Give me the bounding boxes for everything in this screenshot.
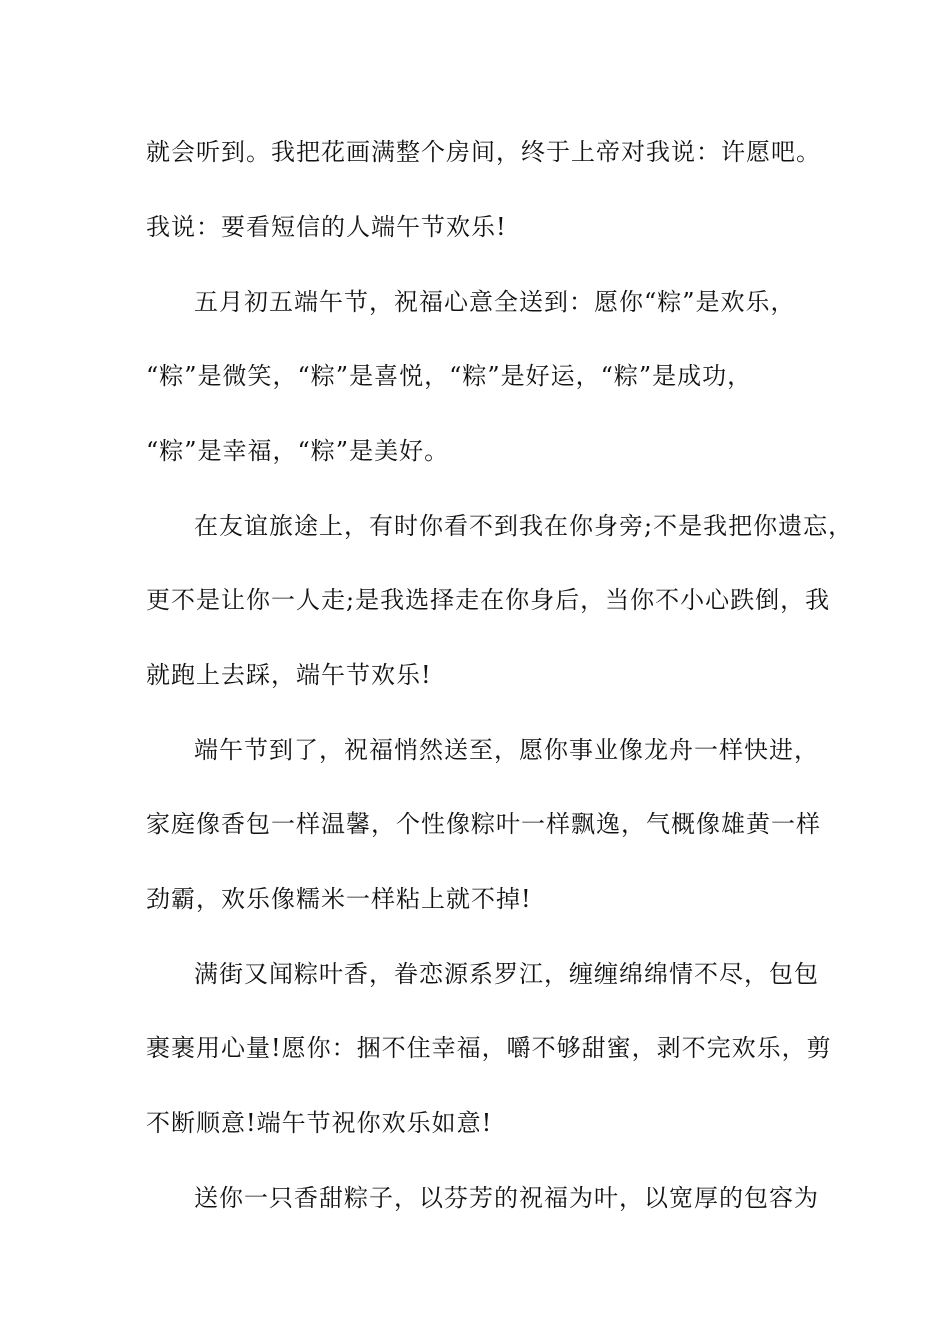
text-line: 家庭像香包一样温馨，个性像粽叶一样飘逸，气概像雄黄一样 bbox=[146, 810, 821, 838]
text-line: 裹裹用心量!愿你：捆不住幸福，嚼不够甜蜜，剥不完欢乐，剪 bbox=[146, 1034, 832, 1062]
paragraph-start-line: 在友谊旅途上，有时你看不到我在你身旁;不是我把你遗忘， bbox=[194, 512, 854, 540]
text-line: 就跑上去踩，端午节欢乐! bbox=[146, 661, 432, 689]
text-line: “粽”是微笑，“粽”是喜悦，“粽”是好运，“粽”是成功， bbox=[146, 362, 753, 390]
text-line: 更不是让你一人走;是我选择走在你身后，当你不小心跌倒，我 bbox=[146, 586, 831, 614]
text-line: 劲霸，欢乐像糯米一样粘上就不掉! bbox=[146, 885, 532, 913]
paragraph-start-line: 送你一只香甜粽子，以芬芳的祝福为叶，以宽厚的包容为 bbox=[194, 1184, 819, 1212]
paragraph-start-line: 端午节到了，祝福悄然送至，愿你事业像龙舟一样快进， bbox=[194, 736, 819, 764]
paragraph-start-line: 五月初五端午节，祝福心意全送到：愿你“粽”是欢乐， bbox=[194, 288, 796, 316]
text-line: 不断顺意!端午节祝你欢乐如意! bbox=[146, 1109, 493, 1137]
text-line: 我说：要看短信的人端午节欢乐! bbox=[146, 213, 507, 241]
text-line: 就会听到。我把花画满整个房间，终于上帝对我说：许愿吧。 bbox=[146, 138, 821, 166]
paragraph-start-line: 满街又闻粽叶香，眷恋源系罗江，缠缠绵绵情不尽，包包 bbox=[194, 960, 819, 988]
text-line: “粽”是幸福，“粽”是美好。 bbox=[146, 437, 450, 465]
